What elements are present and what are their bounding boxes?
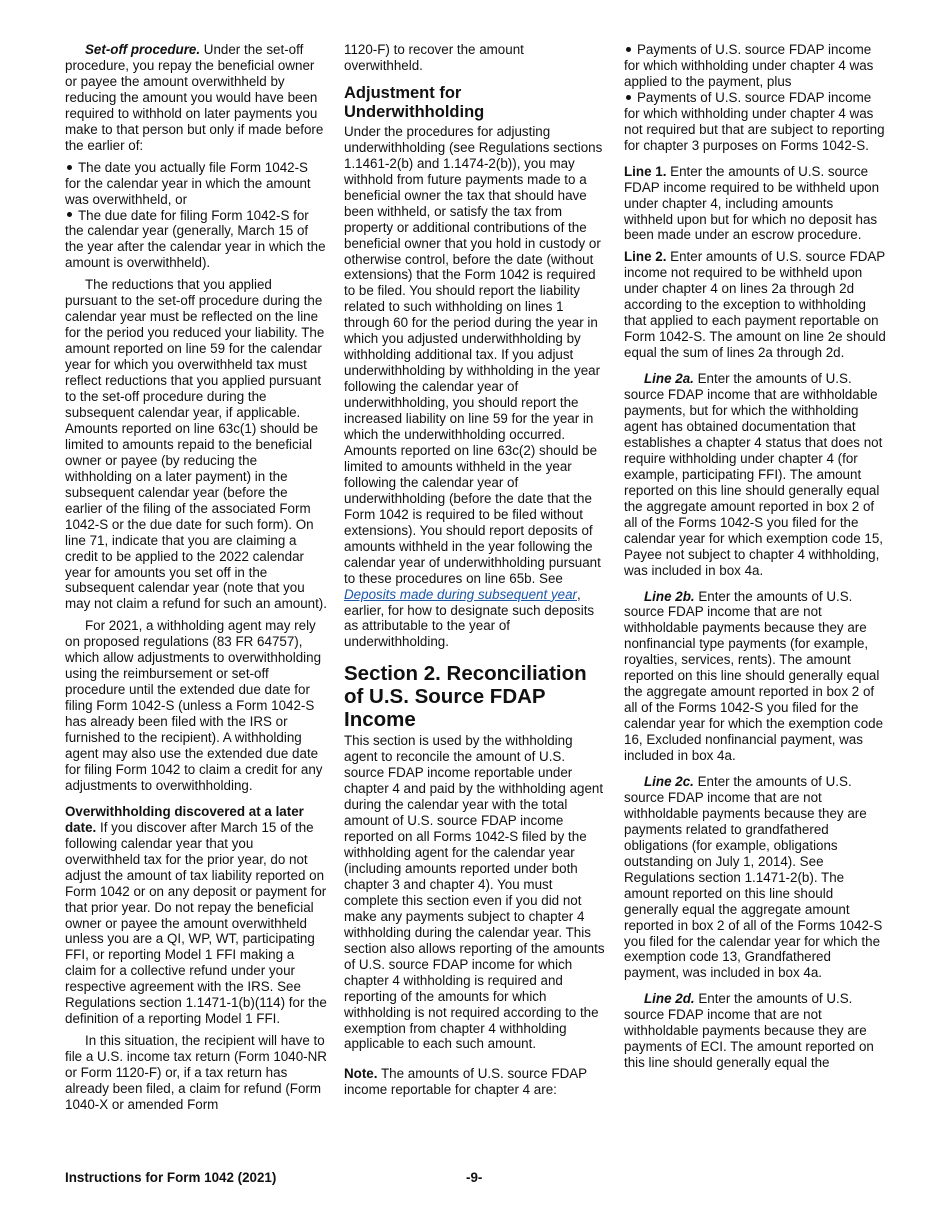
body-paragraph: In this situation, the recipient will have to file a U.S. income tax return (Form 1040-NR or Form 1120-F) or, if a tax return has already been filed, a claim for refund (Form 1040-X or amended Form [65, 1033, 327, 1112]
line2-paragraph: Line 2. Enter amounts of U.S. source FDAP income not required to be withheld upon under chapter 4 on lines 2a through 2d according to the exception to withholding that applied to each payment reportable on Form 1042-S. The amount on line 2e should equal the sum of lines 2a through 2d. [624, 249, 886, 361]
body-paragraph: This section is used by the withholding agent to reconcile the amount of U.S. source FDAP income reportable under chapter 4 and paid by the withholding agent during the calendar year with the total amount of U.S. source FDAP income reported on all Forms 1042-S filed by the withholding agent for the calendar year (including amounts reported under both chapter 3 and chapter 4). You must complete this section even if you did not make any payments subject to chapter 4 withholding during the calendar year. This section also allows reporting of the amounts of U.S. source FDAP income for which chapter 4 withholding is required and reporting of the amounts for which withholding is not required according to the exemption from chapter 4 withholding applicable to each such amount. [344, 733, 605, 1052]
footer-form-title: Instructions for Form 1042 (2021) [65, 1170, 277, 1185]
line2d-paragraph: Line 2d. Enter the amounts of U.S. source FDAP income that are not withholdable payments because they are payments of ECI. The amount reported on this line should generally equal the [624, 991, 874, 1071]
page-number: -9- [466, 1170, 483, 1185]
line2d-label: Line 2d. [644, 991, 695, 1007]
body-paragraph: The reductions that you applied pursuant to the set-off procedure during the calendar year must be reflected on the line for the period you reduced your liability. The amount reported on line 59 for the calendar year for which you overwithheld tax must reflect reductions that you applied pursuant to the set-off procedure during the subsequent calendar year, if applicable. Amounts reported on line 63c(1) should be limited to amounts repaid to the beneficial owner or payee (by reducing the withholding on a later payment) in the subsequent calendar year (before the earlier of the filing of the associated Form 1042-S or the due date for such form). On line 71, indicate that you are claiming a credit to be applied to the 2022 calendar year for amounts you set off in the subsequent calendar year (note that you may not claim a refund for such an amount). [65, 277, 327, 612]
column-1 [65, 42, 327, 1119]
setoff-paragraph: Set-off procedure. Under the set-off procedure, you repay the beneficial owner or payee the amount overwithheld by reducing the amount you would have been required to withhold on later payments you make to that person but only if made before the earlier of: [65, 42, 324, 153]
overwithholding-heading: Overwithholding discovered at a later date. [65, 803, 304, 835]
bullet-icon [67, 212, 72, 217]
note-paragraph: Note. The amounts of U.S. source FDAP income reportable for chapter 4 are: [344, 1066, 587, 1098]
deposits-subsequent-year-link[interactable]: Deposits made during subsequent year [344, 586, 577, 602]
column-3 [624, 42, 886, 1077]
line1-paragraph: Line 1. Enter the amounts of U.S. source FDAP income required to be withheld upon under chapter 4, including amounts withheld upon but for which no deposit has been made under an escrow procedure. [624, 163, 880, 243]
line2a-label: Line 2a. [644, 371, 694, 387]
body-paragraph: For 2021, a withholding agent may rely on proposed regulations (83 FR 64757), which allow adjustments to overwithholding using the reimbursement or set-off procedure until the extended due date for filing Form 1042-S (unless a Form 1042-S has already been filed with the IRS or furnished to the recipient). A withholding agent may also use the extended due date for filing Form 1042 to claim a credit for any adjustments to overwithholding. [65, 618, 323, 793]
line2a-paragraph: Line 2a. Enter the amounts of U.S. source FDAP income that are withholdable payments, but for which the withholding agent has obtained documentation that establishes a chapter 4 status that does not require withholding under chapter 4 (for example, participating FFI). The amount reported on this line should generally equal the aggregate amount reported in box 2 of all of the Forms 1042-S you filed for the calendar year for which exemption code 15, Payee not subject to chapter 4 withholding, was included in box 4a. [624, 371, 884, 578]
line1-label: Line 1. [624, 163, 667, 179]
line2b-label: Line 2b. [644, 588, 695, 604]
section-heading-adjustment: Adjustment for Underwithholding [344, 83, 485, 121]
setoff-heading: Set-off procedure. [85, 42, 201, 57]
overwithholding-paragraph: Overwithholding discovered at a later date. If you discover after March 15 of the following calendar year that you overwithheld tax for the prior year, do not adjust the amount of tax liability reported on Form 1042 or on any deposit or payment for that prior year. Do not repay the beneficial owner or payee the amount overwithheld unless you are a QI, WP, WT, participating FFI, or reporting Model 1 FFI making a claim for a collective refund under your respective agreement with the IRS. See Regulations section 1.1471-1(b)(114) for the definition of a reporting Model 1 FFI. [65, 803, 327, 1027]
line2c-label: Line 2c. [644, 773, 694, 789]
note-label: Note. [344, 1066, 378, 1082]
section-heading-reconciliation: Section 2. Reconciliation of U.S. Source FDAP Income [344, 662, 587, 732]
bullet-icon [626, 47, 631, 52]
bullet-item: Payments of U.S. source FDAP income for which withholding under chapter 4 was applied to the payment, plus [624, 42, 874, 89]
bullet-item: The date you actually file Form 1042-S for the calendar year in which the amount was overwithheld, or [65, 159, 311, 207]
bullet-icon [626, 95, 631, 100]
column-2 [344, 42, 606, 1104]
bullet-icon [67, 165, 72, 170]
line2-label: Line 2. [624, 249, 667, 265]
line2c-paragraph: Line 2c. Enter the amounts of U.S. source FDAP income that are not withholdable payments because they are payments related to grandfathered obligations (for example, obligations outstanding on July 1, 2014). See Regulations section 1.1471-2(b). The amount reported on this line should generally equal the aggregate amount reported in box 2 of all of the Forms 1042-S you filed for the calendar year for which the exemption code 13, Grandfathered payment, was included in box 4a. [624, 773, 883, 981]
bullet-item: Payments of U.S. source FDAP income for which withholding under chapter 4 was not required but that are subject to reporting for chapter 3 purposes on Forms 1042-S. [624, 89, 885, 153]
bullet-item: The due date for filing Form 1042-S for the calendar year (generally, March 15 of the year after the calendar year in which the amount is overwithheld). [65, 207, 326, 271]
body-paragraph: Under the procedures for adjusting underwithholding (see Regulations sections 1.1461-2(b) and 1.1474-2(b)), you may withhold from future payments made to a beneficial owner the tax that should have been withheld, or satisfy the tax from property or additional contributions of the beneficial owner that you hold in custody or otherwise control, before the date (without extensions) that the Form 1042 is required to be filed. You should report the liability related to such withholding on lines 1 through 60 for the period during the year in which you adjusted underwithholding by withholding additional tax. If you adjust underwithholding by withholding in the year following the calendar year of underwithholding, you should report the increased liability on line 59 for the year in which the underwithholding occurred. Amounts reported on line 63c(2) should be limited to amounts withheld in the year following the calendar year of underwithholding (before the date that the Form 1042 is required to be filed without extensions). You should report deposits of amounts withheld in the year following the calendar year of underwithholding pursuant to these procedures on line 65b. See Deposits made during subsequent year, earlier, for how to designate such deposits as attributable to the year of underwithholding. [344, 123, 603, 650]
body-paragraph: 1120-F) to recover the amount overwithheld. [344, 42, 524, 73]
line2b-paragraph: Line 2b. Enter the amounts of U.S. source FDAP income that are not withholdable payments because they are nonfinancial type payments (for example, royalties, services, rents). The amount reported on this line should generally equal the aggregate amount reported in box 2 of all of the Forms 1042-S you filed for the calendar year for which the exemption code 16, Excluded nonfinancial payment, was included in box 4a. [624, 588, 884, 764]
